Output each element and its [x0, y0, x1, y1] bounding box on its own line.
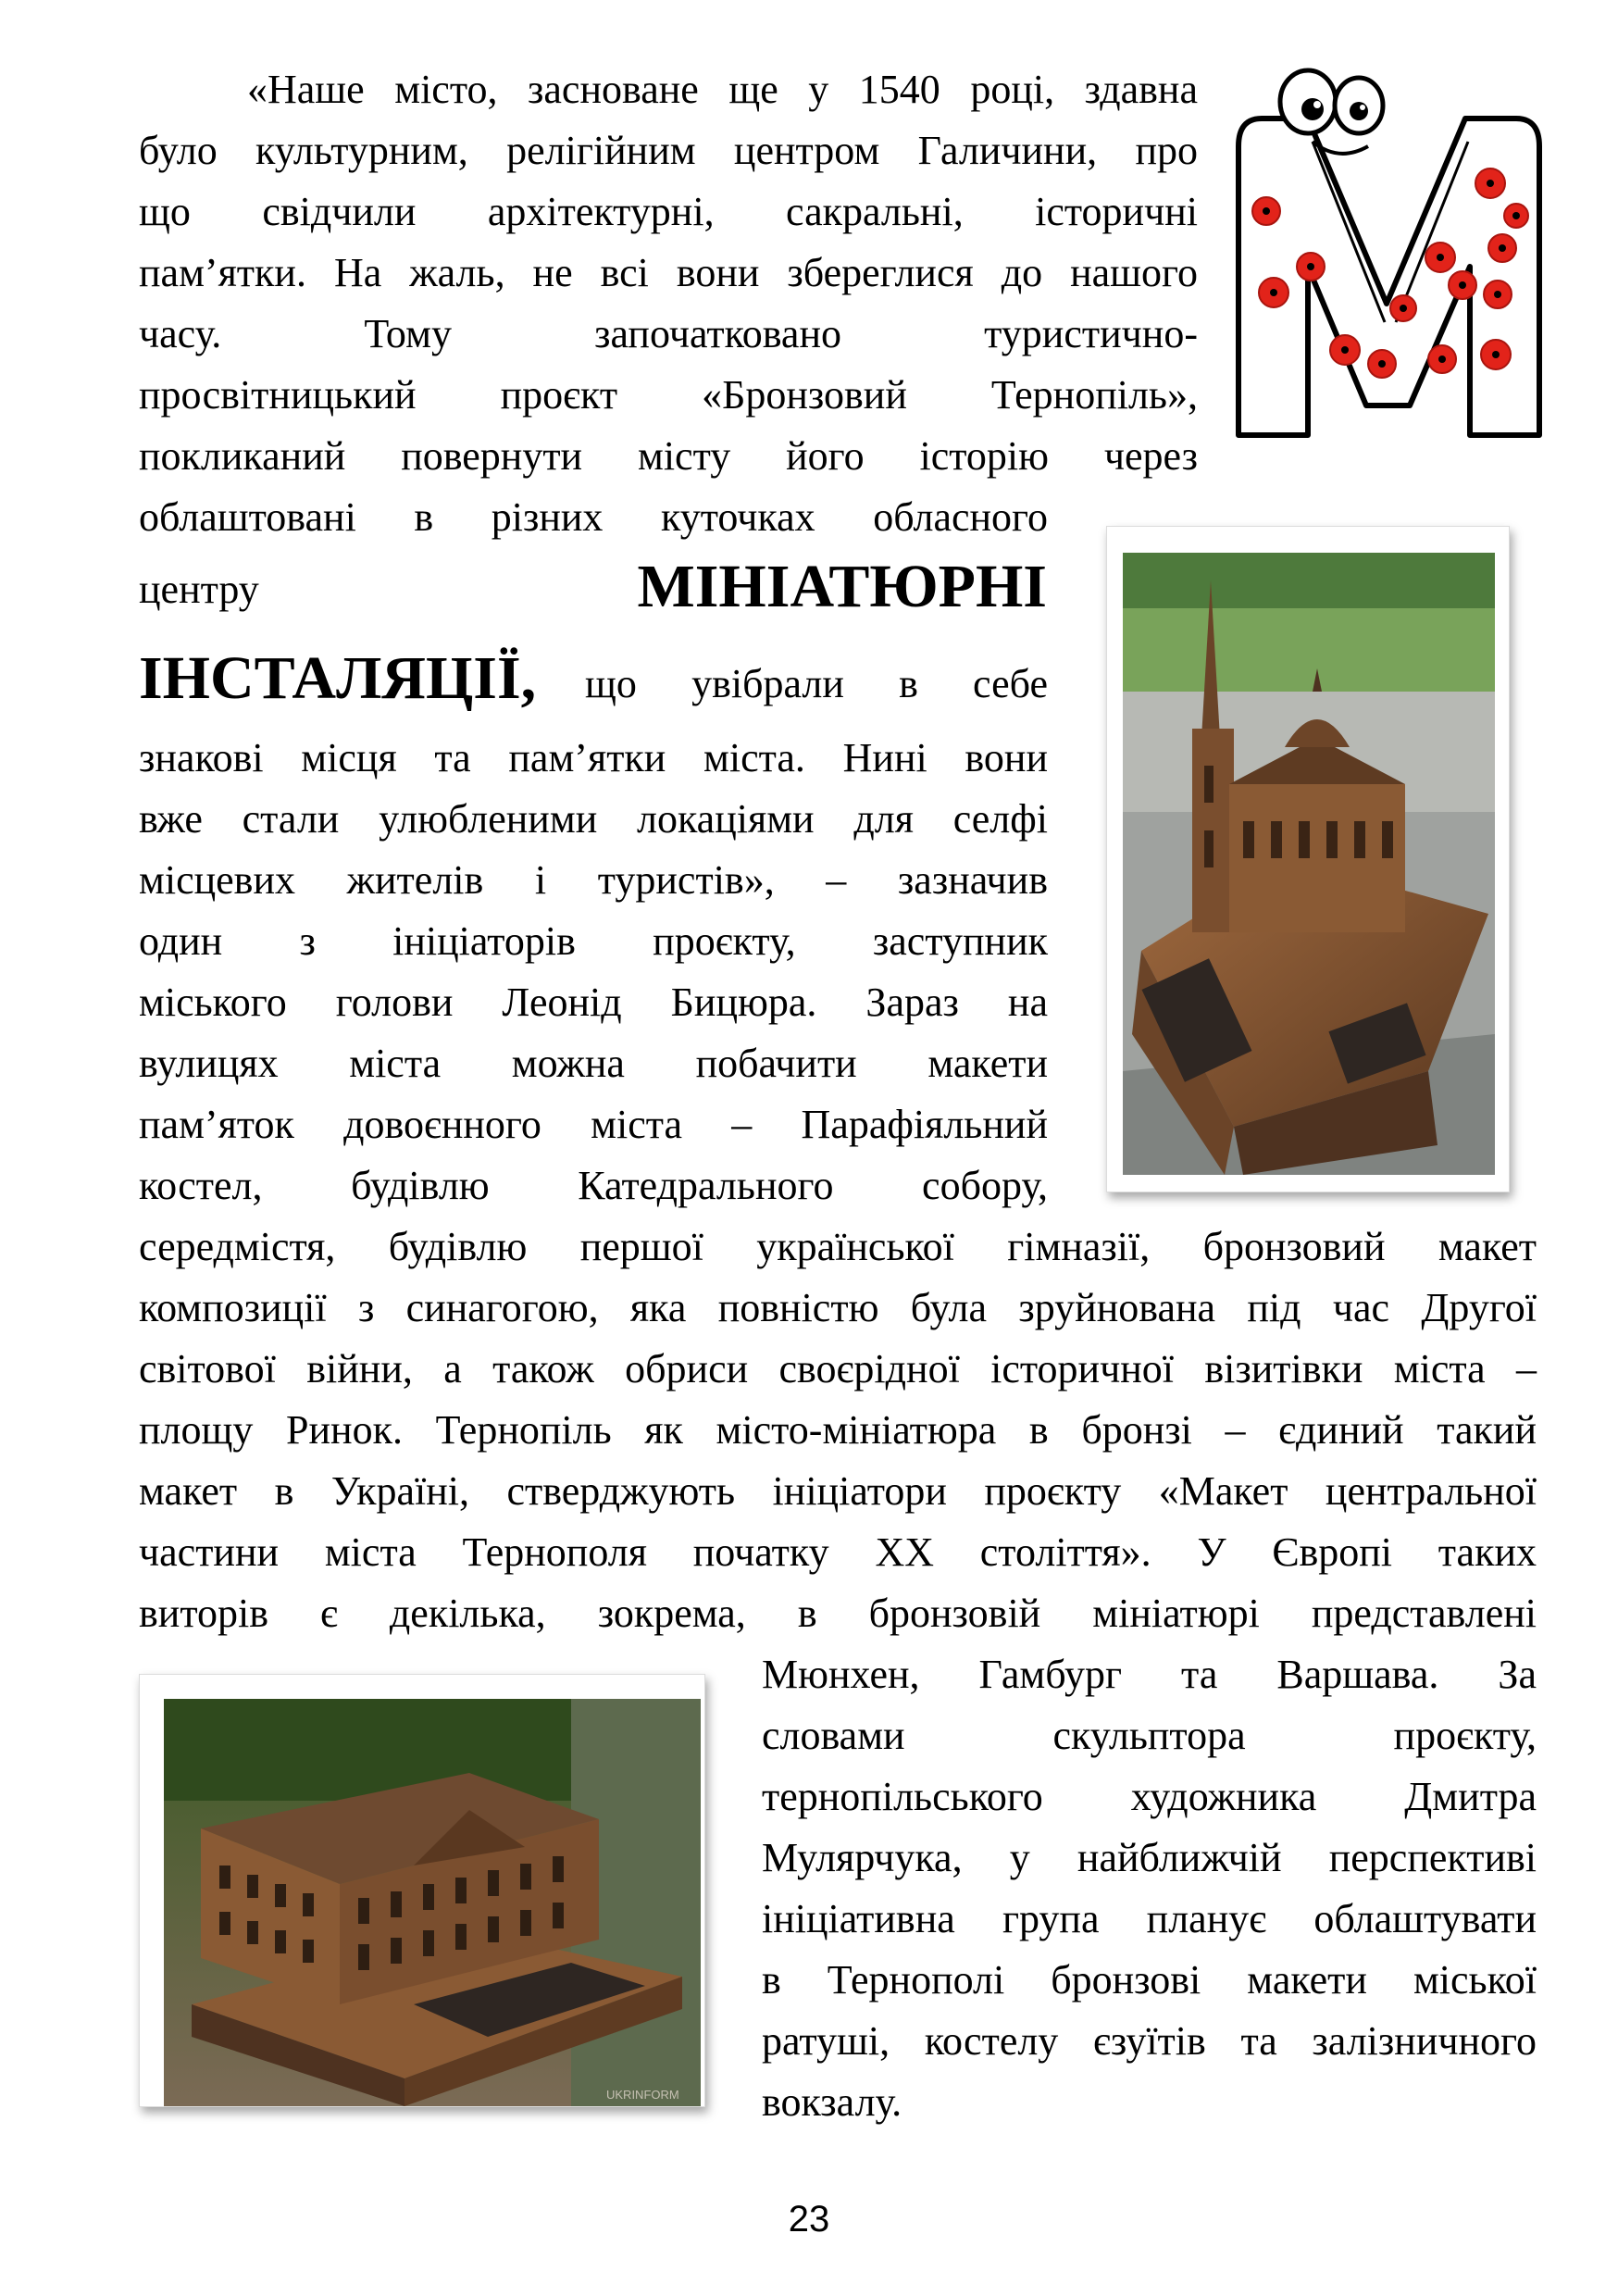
paragraph-line: словами скульптора проєкту, — [762, 1713, 1537, 1758]
photo-gymnasium-model — [139, 1674, 705, 2107]
paragraph-line: Мулярчука, у найближчій перспективі — [762, 1835, 1537, 1880]
paragraph-line: було культурним, релігійним центром Галичини, про — [139, 128, 1198, 173]
paragraph-line: часу. Тому започатковано туристично- — [139, 311, 1198, 356]
cathedral-model-image — [1123, 553, 1495, 1175]
paragraph-line: костел, будівлю Катедрального собору, — [139, 1163, 1048, 1208]
paragraph-line: один з ініціаторів проєкту, заступник — [139, 918, 1048, 964]
paragraph-line: знакові місця та пам’ятки міста. Нині вони — [139, 735, 1048, 780]
paragraph-line: ініціативна група планує облаштувати — [762, 1896, 1537, 1941]
paragraph-line: облаштовані в різних куточках обласного — [139, 494, 1048, 540]
paragraph-line: ратуші, костелу єзуїтів та залізничного — [762, 2018, 1537, 2064]
paragraph-line: композиції з синагогою, яка повністю була зруйнована під час Другої — [139, 1285, 1537, 1330]
paragraph-line: середмістя, будівлю першої української гімназії, бронзовий макет — [139, 1224, 1537, 1269]
paragraph-line: пам’яток довоєнного міста – Парафіяльний — [139, 1102, 1048, 1147]
paragraph-line: міського голови Леонід Бицюра. Зараз на — [139, 980, 1048, 1025]
paragraph-line: тернопільського художника Дмитра — [762, 1774, 1537, 1819]
paragraph-line: світової війни, а також обриси своєрідної історичної візитівки міста – — [139, 1346, 1537, 1391]
paragraph-line: частини міста Тернополя початку ХХ століття». У Європі таких — [139, 1529, 1537, 1575]
paragraph-line: в Тернополі бронзові макети міської — [762, 1957, 1537, 2003]
paragraph-line: вокзалу. — [762, 2079, 902, 2125]
paragraph-line: просвітницький проєкт «Бронзовий Тернопіль», — [139, 372, 1198, 418]
paragraph-line: що свідчили архітектурні, сакральні, історичні — [139, 189, 1198, 234]
photo-watermark: UKRINFORM — [606, 2088, 679, 2102]
paragraph-fragment: що увібрали в себе — [585, 661, 1048, 706]
paragraph-line: виторів є декілька, зокрема, в бронзовій мініатюрі представлені — [139, 1591, 1537, 1636]
highlight-text-miniature: МІНІАТЮРНІ — [637, 553, 1047, 620]
paragraph-line: місцевих жителів і туристів», – зазначив — [139, 857, 1048, 903]
letter-m-illustration — [1220, 54, 1555, 443]
paragraph-line: «Наше місто, засноване ще у 1540 році, здавна — [247, 67, 1198, 112]
paragraph-line: вулицях міста можна побачити макети — [139, 1041, 1048, 1086]
paragraph-line: Мюнхен, Гамбург та Варшава. За — [762, 1652, 1537, 1697]
paragraph-line: площу Ринок. Тернопіль як місто-мініатюра в бронзі – єдиний такий — [139, 1407, 1537, 1453]
gymnasium-model-image — [164, 1699, 701, 2106]
page-number: 23 — [788, 2199, 830, 2240]
paragraph-line: пам’ятки. На жаль, не всі вони збереглися до нашого — [139, 250, 1198, 295]
paragraph-line: покликаний повернути місту його історію через — [139, 433, 1198, 479]
photo-cathedral-model — [1106, 526, 1510, 1192]
highlight-text-installations: ІНСТАЛЯЦІЇ, — [139, 644, 537, 712]
paragraph-line: макет в Україні, стверджують ініціатори проєкту «Макет центральної — [139, 1468, 1537, 1514]
paragraph-line: вже стали улюбленими локаціями для селфі — [139, 796, 1048, 842]
paragraph-word: центру — [139, 567, 259, 612]
